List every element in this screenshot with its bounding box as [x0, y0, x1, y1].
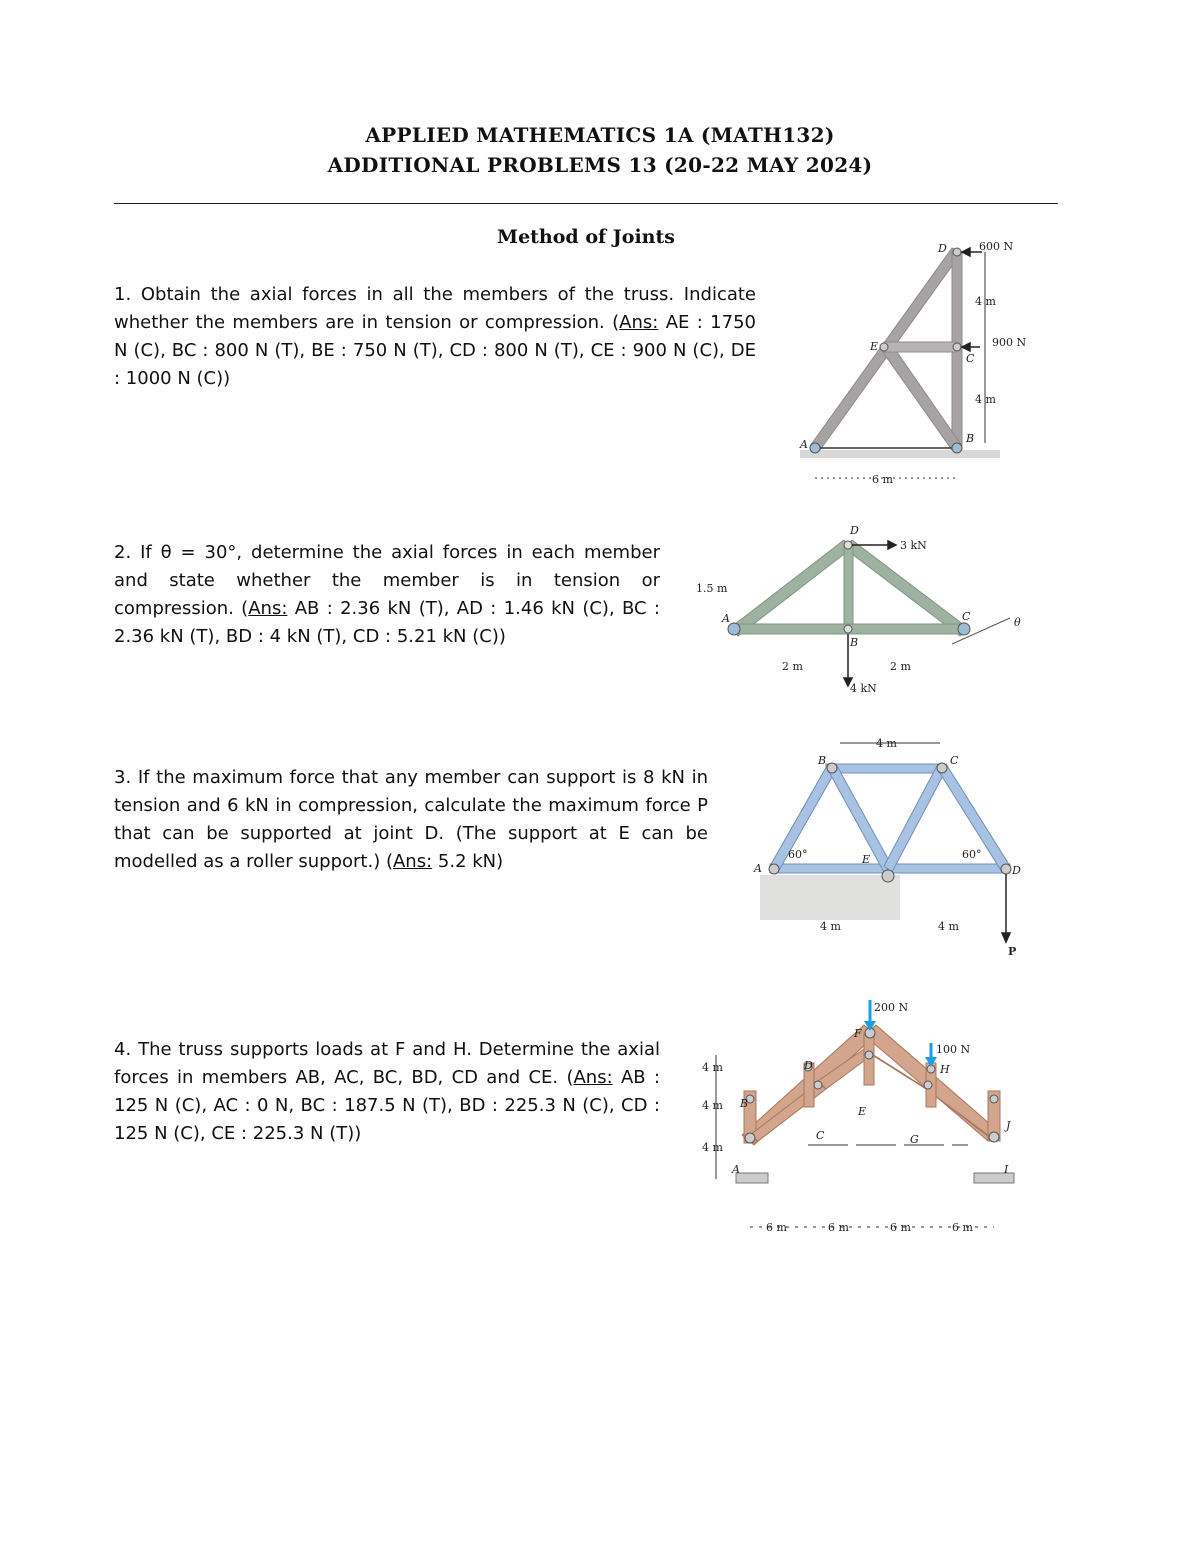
member-bc	[826, 764, 940, 773]
figure-2-truss	[690, 520, 1030, 705]
load-100n: 100 N	[936, 1043, 971, 1056]
dim-2m-left: 2 m	[782, 660, 803, 673]
label-j: J	[1006, 1119, 1011, 1132]
member-ec	[884, 342, 956, 352]
joint-b	[844, 625, 852, 633]
problem-1-number: 1.	[114, 284, 132, 305]
problem-2: 2. If θ = 30°, determine the axial forces in each member and state whether the member is in tension or compression. (Ans: AB : 2.36 kN (T), AD : 1.46 kN (C), BC : 2.36 kN (T), BD : 4 kN (T), CD : 5.21 kN (C))	[114, 542, 660, 647]
label-a: A	[722, 612, 730, 625]
dim-6m: 6 m	[872, 473, 893, 486]
joint-b	[952, 443, 962, 453]
label-b: B	[966, 432, 975, 445]
label-f: F	[854, 1027, 862, 1040]
load-4kn: 4 kN	[850, 682, 877, 695]
member-eb	[880, 342, 962, 450]
label-d: D	[1012, 864, 1021, 877]
problem-2-number: 2.	[114, 542, 132, 563]
problem-3-answer: 5.2 kN	[437, 851, 497, 872]
label-a: A	[800, 438, 808, 451]
figure-1-truss	[780, 238, 1060, 498]
problem-3-number: 3.	[114, 767, 132, 788]
label-i: I	[1004, 1163, 1009, 1176]
dim-4m-bottom: 4 m	[975, 393, 996, 406]
dim-h-6m-4: 6 m	[952, 1221, 973, 1234]
figure-3-truss	[750, 730, 1040, 960]
label-b: B	[740, 1097, 749, 1110]
joint-d	[953, 248, 961, 256]
dim-1-5m: 1.5 m	[696, 582, 728, 595]
problem-1-answer: AE : 1750 N (C), BC : 800 N (T), BE : 750 N (T), CD : 800 N (T), CE : 900 N (C), DE : 1000 N (C)	[114, 312, 756, 389]
dim-v-4m-1: 4 m	[702, 1061, 723, 1074]
load-arrow-p	[1002, 874, 1010, 942]
ground	[800, 450, 1000, 458]
dim-h-6m-2: 6 m	[828, 1221, 849, 1234]
label-h: H	[940, 1063, 950, 1076]
member-be	[828, 764, 892, 872]
joint-e	[865, 1051, 873, 1059]
document-title: APPLIED MATHEMATICS 1A (MATH132)	[365, 123, 835, 147]
angle-right: 60°	[962, 848, 982, 861]
label-e: E	[870, 340, 879, 353]
member-db	[844, 546, 853, 630]
load-200n: 200 N	[874, 1001, 909, 1014]
problem-2-answer: AB : 2.36 kN (T), AD : 1.46 kN (C), BC : 2.36 kN (T), BD : 4 kN (T), CD : 5.21 kN (C)	[114, 598, 660, 647]
header-rule	[114, 203, 1058, 204]
section-title: Method of Joints	[497, 226, 675, 248]
joint-d	[844, 541, 852, 549]
joint-e	[882, 870, 894, 882]
joint-a	[745, 1133, 755, 1143]
label-c: C	[962, 610, 971, 623]
label-c: C	[966, 352, 975, 365]
label-g: G	[910, 1133, 919, 1146]
label-theta: θ	[1014, 616, 1021, 629]
label-d: D	[804, 1059, 813, 1072]
label-e: E	[858, 1105, 867, 1118]
joint-a	[810, 443, 820, 453]
member-ad	[730, 540, 852, 636]
problem-4-answer: AB : 125 N (C), AC : 0 N, BC : 187.5 N (T), BD : 225.3 N (C), CD : 125 N (C), CE : 225.3 N (T)	[114, 1067, 660, 1144]
label-b: B	[850, 636, 859, 649]
joint-a	[769, 864, 779, 874]
document-subtitle: ADDITIONAL PROBLEMS 13 (20-22 MAY 2024)	[327, 153, 873, 177]
problem-1-text: Obtain the axial forces in all the members of the truss. Indicate whether the members are in tension or compression.	[114, 284, 756, 333]
dim-4m-bottom: 4 m	[820, 920, 841, 933]
member-lower-left	[750, 1083, 826, 1141]
problem-4-ans-label: Ans:	[573, 1067, 613, 1088]
joint-c	[814, 1081, 822, 1089]
joint-c	[953, 343, 961, 351]
label-c: C	[950, 754, 959, 767]
joint-d	[1001, 864, 1011, 874]
joint-g	[924, 1081, 932, 1089]
joint-i	[989, 1132, 999, 1142]
label-a: A	[732, 1163, 740, 1176]
label-c: C	[816, 1129, 825, 1142]
problem-4: 4. The truss supports loads at F and H. Determine the axial forces in members AB, AC, BC, BD, CD and CE. (Ans: AB : 125 N (C), AC : 0 N, BC : 187.5 N (T), BD : 225.3 N (C), CD : 125 N (C), CE : 225.3 N (T))	[114, 1039, 660, 1144]
problem-2-text: If θ = 30°, determine the axial forces in each member and state whether the member is in tension or compression.	[114, 542, 660, 619]
dim-1m: 4 m	[938, 920, 959, 933]
dim-4m-top: 4 m	[876, 737, 897, 750]
load-900n: 900 N	[992, 336, 1027, 349]
label-d: D	[850, 524, 859, 537]
problem-1-ans-label: Ans:	[619, 312, 659, 333]
problem-4-text: The truss supports loads at F and H. Determine the axial forces in members AB, AC, BC, BD, CD and CE.	[114, 1039, 660, 1088]
label-a: A	[754, 862, 762, 875]
problem-3-text: If the maximum force that any member can support is 8 kN in tension and 6 kN in compression, calculate the maximum force P that can be supported at joint D. (The support at E can be modelled as a roller support.)	[114, 767, 709, 872]
dim-v-4m-2: 4 m	[702, 1099, 723, 1112]
dim-h-6m-1: 6 m	[766, 1221, 787, 1234]
joint-e	[880, 343, 888, 351]
load-600n: 600 N	[979, 240, 1014, 253]
angle-left: 60°	[788, 848, 808, 861]
label-d: D	[938, 242, 947, 255]
dim-v-4m-3: 4 m	[702, 1141, 723, 1154]
joint-b	[827, 763, 837, 773]
label-b: B	[818, 754, 827, 767]
problem-4-number: 4.	[114, 1039, 132, 1060]
dim-4m-top: 4 m	[975, 295, 996, 308]
member-dc	[844, 540, 968, 636]
support-a	[736, 1173, 768, 1183]
load-p: P	[1008, 945, 1017, 958]
dim-h-6m-3: 6 m	[890, 1221, 911, 1234]
problem-1: 1. Obtain the axial forces in all the members of the truss. Indicate whether the members are in tension or compression. (Ans: AE : 1750 N (C), BC : 800 N (T), BE : 750 N (T), CD : 800 N (T), CE : 900 N (C), DE : 1000 N (C))	[114, 284, 756, 389]
load-3kn: 3 kN	[900, 539, 927, 552]
dim-2m-right: 2 m	[890, 660, 911, 673]
joint-j	[990, 1095, 998, 1103]
problem-2-ans-label: Ans:	[248, 598, 288, 619]
joint-c	[937, 763, 947, 773]
joint-c	[958, 623, 970, 635]
problem-3-ans-label: Ans:	[392, 851, 433, 872]
label-e: E	[862, 853, 871, 866]
member-ec	[884, 764, 946, 872]
figure-4-truss	[698, 995, 1028, 1245]
ground	[760, 875, 900, 920]
problem-3: 3. If the maximum force that any member can support is 8 kN in tension and 6 kN in compression, calculate the maximum force P that can be supported at joint D. (The support at E can be modelled as a roller support.) (Ans: 5.2 kN)	[114, 767, 709, 872]
